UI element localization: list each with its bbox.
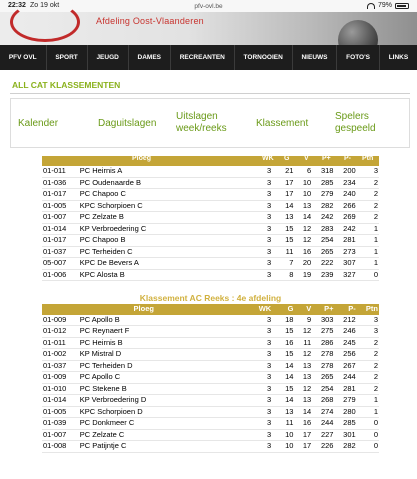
stat-cell: 242 — [312, 212, 334, 224]
stat-cell: 3 — [246, 246, 273, 258]
club-code: 01-037 — [42, 246, 79, 258]
team-name: PC Stekene B — [79, 383, 246, 395]
team-name: PC Patijntje C — [79, 441, 246, 453]
stat-cell: 3 — [246, 349, 273, 361]
team-name: PC Zelzate B — [79, 212, 246, 224]
stat-cell: 14 — [272, 200, 294, 212]
table1-header-v: V — [304, 155, 309, 162]
stat-cell: 265 — [312, 372, 334, 384]
stat-cell: 6 — [294, 166, 312, 177]
battery-percent: 79% — [377, 2, 392, 9]
stat-cell: 3 — [246, 166, 273, 177]
stat-cell: 279 — [334, 395, 356, 407]
club-code: 01-017 — [42, 189, 79, 201]
stat-cell: 3 — [246, 189, 273, 201]
table-row — [42, 166, 379, 177]
stat-cell: 278 — [312, 349, 334, 361]
wifi-icon — [367, 3, 375, 9]
stat-cell: 3 — [357, 315, 379, 326]
table1-header-ptn: Ptn — [362, 155, 374, 162]
ranking-table-2 — [42, 304, 379, 453]
team-name: PC Reynaert F — [79, 326, 246, 338]
club-code: 01-008 — [42, 441, 79, 453]
stat-cell: 283 — [312, 223, 334, 235]
stat-cell: 3 — [246, 315, 273, 326]
stat-cell: 240 — [334, 189, 356, 201]
table1-header-wk: WK — [262, 155, 274, 162]
stat-cell: 11 — [272, 418, 294, 430]
stat-cell: 11 — [294, 337, 312, 349]
team-name: KPC Schorpioen D — [79, 406, 246, 418]
stat-cell: 3 — [246, 337, 273, 349]
stat-cell: 14 — [272, 395, 294, 407]
nav-item-tornooien[interactable]: TORNOOIEN — [235, 45, 293, 70]
club-code: 01-005 — [42, 406, 79, 418]
nav-item-nieuws[interactable]: NIEUWS — [293, 45, 338, 70]
stat-cell: 12 — [294, 223, 312, 235]
stat-cell: 17 — [272, 177, 294, 189]
stat-cell: 256 — [334, 349, 356, 361]
table-row — [42, 418, 379, 430]
stat-cell: 8 — [272, 269, 294, 281]
stat-cell: 15 — [272, 235, 294, 247]
table1-header-pplus: P+ — [322, 155, 331, 162]
stat-cell: 2 — [357, 360, 379, 372]
nav-item-jeugd[interactable]: JEUGD — [88, 45, 129, 70]
table-row — [42, 395, 379, 407]
stat-cell: 327 — [334, 269, 356, 281]
table-row — [42, 372, 379, 384]
stat-cell: 275 — [312, 326, 334, 338]
stat-cell: 242 — [334, 223, 356, 235]
stat-cell: 245 — [334, 337, 356, 349]
stat-cell: 3 — [246, 223, 273, 235]
club-code: 01-011 — [42, 337, 79, 349]
team-name: PC Oudenaarde B — [79, 177, 246, 189]
stat-cell: 266 — [334, 200, 356, 212]
table-row — [42, 200, 379, 212]
table-row — [42, 360, 379, 372]
page-title: ALL CAT KLASSEMENTEN — [12, 80, 121, 90]
stat-cell: 12 — [294, 349, 312, 361]
club-code: 01-036 — [42, 177, 79, 189]
stat-cell: 227 — [312, 429, 334, 441]
stat-cell: 2 — [357, 337, 379, 349]
stat-cell: 3 — [246, 177, 273, 189]
stat-cell: 1 — [357, 223, 379, 235]
main-nav — [0, 45, 417, 70]
club-code: 01-012 — [42, 326, 79, 338]
stat-cell: 246 — [334, 326, 356, 338]
table-row — [42, 269, 379, 281]
team-name: KP Verbroedering D — [79, 395, 246, 407]
stat-cell: 1 — [357, 246, 379, 258]
subnav-kalender[interactable]: Kalender — [18, 118, 59, 129]
club-code: 01-007 — [42, 212, 79, 224]
stat-cell: 10 — [272, 429, 294, 441]
stat-cell: 3 — [246, 418, 273, 430]
stat-cell: 269 — [334, 212, 356, 224]
address-bar-url[interactable]: pfv-ovl.be — [194, 3, 223, 10]
stat-cell: 281 — [334, 235, 356, 247]
banner-subtitle: Afdeling Oost-Vlaanderen — [96, 16, 204, 26]
table-row — [42, 223, 379, 235]
nav-item-links[interactable]: LINKS — [388, 54, 409, 61]
sub-nav — [10, 98, 410, 148]
stat-cell: 16 — [272, 337, 294, 349]
stat-cell: 12 — [294, 326, 312, 338]
table-row — [42, 441, 379, 453]
logo-icon[interactable] — [10, 2, 80, 42]
stat-cell: 16 — [294, 418, 312, 430]
stat-cell: 286 — [312, 337, 334, 349]
stat-cell: 244 — [334, 372, 356, 384]
table-row — [42, 246, 379, 258]
stat-cell: 3 — [357, 326, 379, 338]
table1-header-g: G — [284, 155, 290, 162]
stat-cell: 14 — [272, 360, 294, 372]
column-header: P+ — [312, 304, 334, 315]
table2 — [42, 292, 379, 453]
club-code: 01-017 — [42, 235, 79, 247]
table-row — [42, 189, 379, 201]
stat-cell: 19 — [294, 269, 312, 281]
stat-cell: 2 — [357, 177, 379, 189]
team-name: PC Chapoo C — [79, 189, 246, 201]
club-code: 01-014 — [42, 395, 79, 407]
club-code: 01-007 — [42, 429, 79, 441]
subnav-daguitslagen[interactable]: Daguitslagen — [98, 118, 157, 129]
stat-cell: 273 — [334, 246, 356, 258]
battery-icon — [395, 3, 409, 9]
table-row — [42, 406, 379, 418]
club-code: 01-014 — [42, 223, 79, 235]
club-code: 01-005 — [42, 200, 79, 212]
stat-cell: 2 — [357, 200, 379, 212]
stat-cell: 13 — [294, 372, 312, 384]
stat-cell: 10 — [272, 441, 294, 453]
stat-cell: 318 — [312, 166, 334, 177]
column-header: G — [272, 304, 294, 315]
stat-cell: 1 — [357, 395, 379, 407]
stat-cell: 303 — [312, 315, 334, 326]
stat-cell: 268 — [312, 395, 334, 407]
stat-cell: 3 — [246, 360, 273, 372]
stat-cell: 21 — [272, 166, 294, 177]
table1-header-ploeg: Ploeg — [132, 155, 152, 162]
table-row — [42, 326, 379, 338]
club-code: 01-006 — [42, 269, 79, 281]
stat-cell: 285 — [312, 177, 334, 189]
table-row — [42, 177, 379, 189]
table-row — [42, 429, 379, 441]
stat-cell: 13 — [294, 200, 312, 212]
stat-cell: 3 — [246, 212, 273, 224]
status-time: 22:32 — [8, 2, 26, 9]
team-name: PC Zelzate C — [79, 429, 246, 441]
table2-title: Klassement AC Reeks : 4e afdeling — [139, 293, 282, 303]
subnav-spelers-gespeeld[interactable]: Spelers gespeeld — [335, 111, 376, 134]
team-name: KP Verbroedering C — [79, 223, 246, 235]
stat-cell: 12 — [294, 383, 312, 395]
team-name: KPC De Bevers A — [79, 258, 246, 270]
stat-cell: 3 — [246, 406, 273, 418]
stat-cell: 20 — [294, 258, 312, 270]
stat-cell: 15 — [272, 349, 294, 361]
stat-cell: 3 — [246, 258, 273, 270]
club-code: 01-009 — [42, 315, 79, 326]
team-name: PC Donkmeer C — [79, 418, 246, 430]
club-code: 01-010 — [42, 383, 79, 395]
stat-cell: 222 — [312, 258, 334, 270]
status-date: Zo 19 okt — [30, 2, 60, 9]
stat-cell: 15 — [272, 223, 294, 235]
divider — [10, 93, 410, 94]
team-name: KPC Schorpioen C — [79, 200, 246, 212]
stat-cell: 239 — [312, 269, 334, 281]
stat-cell: 0 — [357, 418, 379, 430]
stat-cell: 14 — [272, 372, 294, 384]
stat-cell: 1 — [357, 235, 379, 247]
stat-cell: 3 — [246, 269, 273, 281]
stat-cell: 13 — [294, 395, 312, 407]
nav-item-recreanten[interactable]: RECREANTEN — [171, 45, 235, 70]
nav-item-sport[interactable]: SPORT — [47, 45, 88, 70]
stat-cell: 10 — [294, 189, 312, 201]
stat-cell: 10 — [294, 177, 312, 189]
stat-cell: 7 — [272, 258, 294, 270]
table-row — [42, 212, 379, 224]
stat-cell: 0 — [357, 441, 379, 453]
table1 — [42, 166, 379, 281]
club-code: 05-007 — [42, 258, 79, 270]
nav-item-foto-s[interactable]: FOTO'S — [337, 45, 380, 70]
stat-cell: 1 — [357, 258, 379, 270]
stat-cell: 3 — [246, 372, 273, 384]
stat-cell: 17 — [272, 189, 294, 201]
nav-item-pfv-ovl[interactable]: PFV OVL — [0, 45, 47, 70]
column-header: Ptn — [357, 304, 379, 315]
stat-cell: 265 — [312, 246, 334, 258]
table-row — [42, 258, 379, 270]
stat-cell: 13 — [294, 360, 312, 372]
stat-cell: 254 — [312, 235, 334, 247]
stat-cell: 274 — [312, 406, 334, 418]
team-name: PC Apollo B — [79, 315, 246, 326]
stat-cell: 3 — [246, 235, 273, 247]
stat-cell: 2 — [357, 189, 379, 201]
table1-header-pmin: P- — [344, 155, 351, 162]
stat-cell: 3 — [246, 383, 273, 395]
club-code: 01-002 — [42, 349, 79, 361]
stat-cell: 280 — [334, 406, 356, 418]
club-code: 01-011 — [42, 166, 79, 177]
stat-cell: 1 — [357, 406, 379, 418]
status-right — [367, 2, 409, 9]
site-banner — [0, 12, 417, 45]
stat-cell: 3 — [246, 441, 273, 453]
stat-cell: 9 — [294, 315, 312, 326]
nav-item-dames[interactable]: DAMES — [129, 45, 171, 70]
stat-cell: 254 — [312, 383, 334, 395]
subnav-uitslagen-week-reeks[interactable]: Uitslagen week/reeks — [176, 111, 227, 134]
stat-cell: 234 — [334, 177, 356, 189]
stat-cell: 13 — [272, 406, 294, 418]
stat-cell: 12 — [294, 235, 312, 247]
team-name: KPC Alosta B — [79, 269, 246, 281]
stat-cell: 3 — [246, 326, 273, 338]
stat-cell: 15 — [272, 326, 294, 338]
team-name: PC Apollo C — [79, 372, 246, 384]
stat-cell: 212 — [334, 315, 356, 326]
column-header: WK — [246, 304, 273, 315]
stat-cell: 15 — [272, 383, 294, 395]
ranking-table-1 — [42, 166, 379, 281]
stat-cell: 0 — [357, 429, 379, 441]
stat-cell: 16 — [294, 246, 312, 258]
team-name: KP Mistral D — [79, 349, 246, 361]
stat-cell: 282 — [312, 200, 334, 212]
table-row — [42, 349, 379, 361]
stat-cell: 200 — [334, 166, 356, 177]
stat-cell: 3 — [246, 429, 273, 441]
table-header-row — [42, 304, 379, 315]
stat-cell: 279 — [312, 189, 334, 201]
stat-cell: 244 — [312, 418, 334, 430]
stat-cell: 281 — [334, 383, 356, 395]
stat-cell: 0 — [357, 269, 379, 281]
stat-cell: 18 — [272, 315, 294, 326]
column-header: V — [294, 304, 312, 315]
team-name: PC Heirnis B — [79, 337, 246, 349]
stat-cell: 3 — [246, 395, 273, 407]
stat-cell: 13 — [272, 212, 294, 224]
stat-cell: 282 — [334, 441, 356, 453]
stat-cell: 226 — [312, 441, 334, 453]
stat-cell: 14 — [294, 406, 312, 418]
stat-cell: 17 — [294, 441, 312, 453]
table-row — [42, 337, 379, 349]
club-code: 01-039 — [42, 418, 79, 430]
stat-cell: 2 — [357, 383, 379, 395]
stat-cell: 285 — [334, 418, 356, 430]
stat-cell: 17 — [294, 429, 312, 441]
stat-cell: 11 — [272, 246, 294, 258]
stat-cell: 307 — [334, 258, 356, 270]
stat-cell: 301 — [334, 429, 356, 441]
column-header: P- — [334, 304, 356, 315]
subnav-klassement[interactable]: Klassement — [256, 118, 309, 129]
stat-cell: 278 — [312, 360, 334, 372]
stat-cell: 2 — [357, 349, 379, 361]
stat-cell: 267 — [334, 360, 356, 372]
stat-cell: 14 — [294, 212, 312, 224]
table-row — [42, 383, 379, 395]
team-name: PC Terheiden C — [79, 246, 246, 258]
stat-cell: 3 — [246, 200, 273, 212]
table-row — [42, 315, 379, 326]
team-name: PC Terheiden D — [79, 360, 246, 372]
table-row — [42, 235, 379, 247]
team-name: PC Heirnis A — [79, 166, 246, 177]
team-name: PC Chapoo B — [79, 235, 246, 247]
stat-cell: 3 — [357, 166, 379, 177]
club-code: 01-037 — [42, 360, 79, 372]
stat-cell: 2 — [357, 212, 379, 224]
column-header: Ploeg — [42, 304, 246, 315]
club-code: 01-009 — [42, 372, 79, 384]
stat-cell: 2 — [357, 372, 379, 384]
